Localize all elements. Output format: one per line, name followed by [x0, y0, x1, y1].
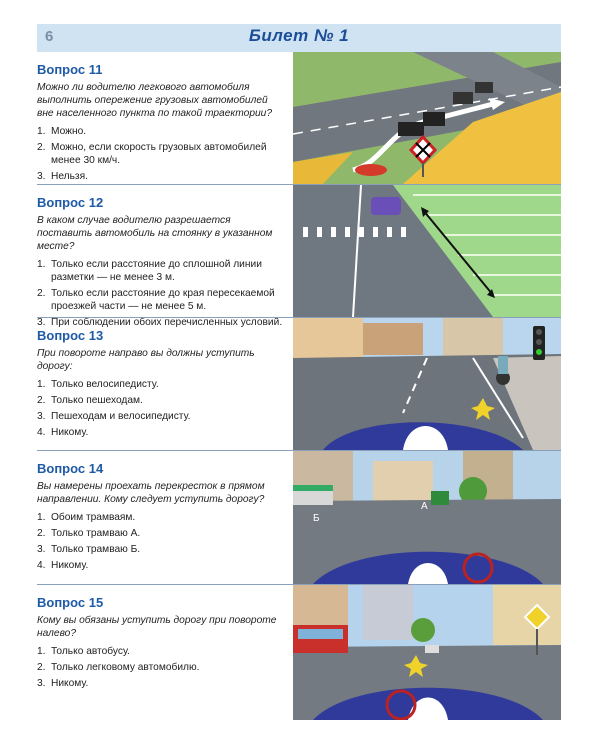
answer-option[interactable] — [37, 559, 287, 572]
question-block-15 — [37, 585, 561, 720]
answer-number: 2. — [37, 142, 46, 153]
question-title: Вопрос 12 — [37, 195, 104, 210]
answer-text: Никому. — [51, 678, 89, 689]
question-text-block — [37, 585, 287, 693]
answer-text: Никому. — [51, 560, 89, 571]
answer-text: Можно, если скорость грузовых автомобилей менее 30 км/ч. — [51, 142, 267, 166]
answer-option[interactable] — [37, 645, 287, 658]
answer-number: 2. — [37, 528, 46, 539]
question-prompt: В каком случае водителю разрешается поставить автомобиль на стоянку в указанном месте? — [37, 215, 273, 252]
answer-text: Только легковому автомобилю. — [51, 662, 200, 673]
answer-option[interactable] — [37, 125, 287, 138]
question-prompt: При повороте направо вы должны уступить дорогу: — [37, 348, 255, 372]
tram-label-a: А — [421, 501, 428, 512]
answer-text: При соблюдении обоих перечисленных условий. — [51, 317, 283, 328]
answer-option[interactable] — [37, 258, 287, 284]
question-prompt: Кому вы обязаны уступить дорогу при повороте налево? — [37, 615, 277, 639]
question-title: Вопрос 15 — [37, 595, 104, 610]
answer-text: Никому. — [51, 427, 89, 438]
answer-number: 3. — [37, 411, 46, 422]
answer-number: 2. — [37, 288, 46, 299]
answer-number: 1. — [37, 126, 46, 137]
road-scene-image — [293, 52, 561, 184]
answer-option[interactable] — [37, 661, 287, 674]
answer-number: 1. — [37, 259, 46, 270]
answer-number: 1. — [37, 512, 46, 523]
answer-option[interactable] — [37, 410, 287, 423]
answer-option[interactable] — [37, 426, 287, 439]
road-scene-image — [293, 318, 561, 450]
answer-number: 2. — [37, 395, 46, 406]
answer-option[interactable] — [37, 527, 287, 540]
question-text-block — [37, 185, 287, 332]
answer-number: 4. — [37, 560, 46, 571]
answer-option[interactable] — [37, 677, 287, 690]
question-title: Вопрос 14 — [37, 461, 104, 476]
answer-text: Только трамваю Б. — [51, 544, 141, 555]
question-title: Вопрос 13 — [37, 328, 104, 343]
answer-number: 3. — [37, 678, 46, 689]
answer-number: 1. — [37, 646, 46, 657]
question-prompt: Можно ли водителю легкового автомобиля выполнить опережение грузовых автомобилей вне населенного пункта по такой траектории? — [37, 82, 273, 119]
tram-label-b: Б — [313, 513, 320, 524]
answer-text: Нельзя. — [51, 171, 88, 182]
answer-text: Можно. — [51, 126, 87, 137]
answer-number: 1. — [37, 379, 46, 390]
road-scene-image — [293, 185, 561, 317]
question-block-12 — [37, 185, 561, 328]
answer-number: 4. — [37, 427, 46, 438]
answer-option[interactable] — [37, 141, 287, 167]
question-block-13 — [37, 318, 561, 450]
question-text-block — [37, 451, 287, 575]
answer-number: 2. — [37, 662, 46, 673]
answer-option[interactable] — [37, 170, 287, 183]
question-block-11 — [37, 52, 561, 184]
answer-text: Только велосипедисту. — [51, 379, 159, 390]
question-block-14 — [37, 451, 561, 584]
answer-text: Только автобусу. — [51, 646, 130, 657]
answer-option[interactable] — [37, 511, 287, 524]
answer-text: Только пешеходам. — [51, 395, 143, 406]
question-title: Вопрос 11 — [37, 62, 103, 77]
question-text-block — [37, 52, 287, 186]
answer-option[interactable] — [37, 287, 287, 313]
ticket-title: Билет № 1 — [248, 26, 350, 45]
question-prompt: Вы намерены проехать перекресток в прямом направлении. Кому следует уступить дорогу? — [37, 481, 265, 505]
question-text-block — [37, 318, 287, 442]
page-number: 6 — [45, 28, 54, 45]
answer-text: Только если расстояние до края пересекаемой проезжей части — не менее 5 м. — [51, 288, 275, 312]
answer-option[interactable] — [37, 543, 287, 556]
road-scene-image — [293, 451, 561, 584]
answer-option[interactable] — [37, 378, 287, 391]
answer-text: Обоим трамваям. — [51, 512, 136, 523]
answer-number: 3. — [37, 544, 46, 555]
answer-text: Только если расстояние до сплошной линии разметки — не менее 3 м. — [51, 259, 262, 283]
answer-option[interactable] — [37, 394, 287, 407]
answer-text: Только трамваю А. — [51, 528, 141, 539]
answer-text: Пешеходам и велосипедисту. — [51, 411, 191, 422]
answer-number: 3. — [37, 317, 46, 328]
ticket-header — [37, 24, 561, 52]
road-scene-image — [293, 585, 561, 720]
answer-number: 3. — [37, 171, 46, 182]
